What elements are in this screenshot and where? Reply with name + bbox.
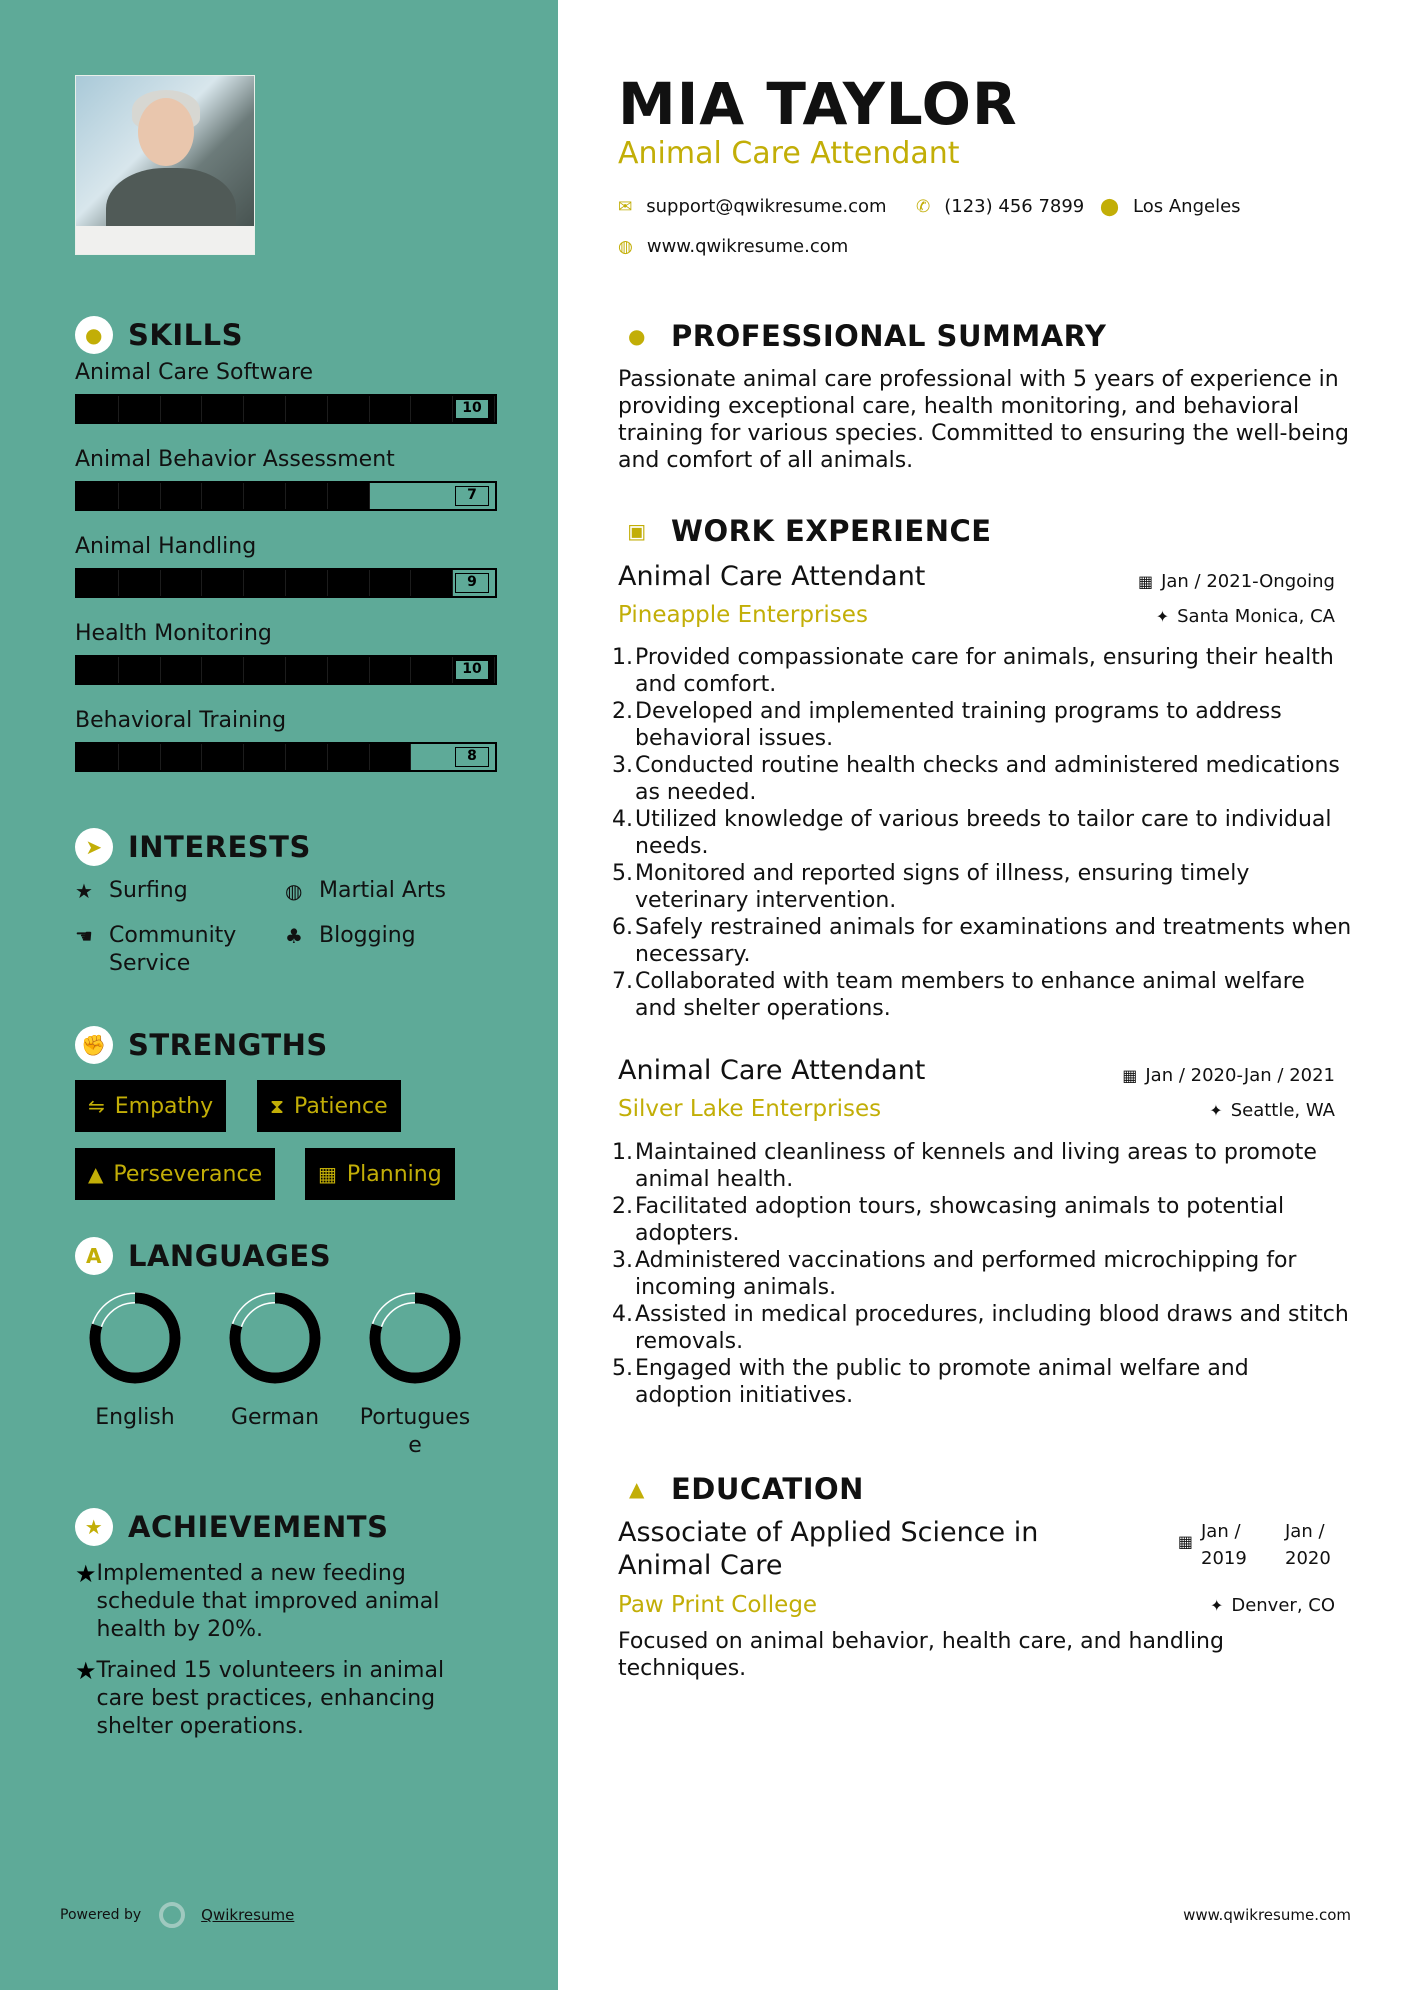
skill-level-segment [161,570,203,596]
fist-icon: ✊ [75,1026,113,1064]
job-duties [612,1139,1352,1409]
skill-level-value: 10 [455,399,489,419]
qwikresume-link[interactable]: Qwikresume [201,1906,295,1924]
skill-level-segment [328,483,370,509]
summary-heading: ● PROFESSIONAL SUMMARY [618,317,1106,355]
skill-item [75,706,497,772]
duty-item: Developed and implemented training programs to address behavioral issues. [635,699,1282,751]
interest-item: ◍ Martial Arts [285,878,447,903]
skill-level-segment [77,483,119,509]
job-company: Silver Lake Enterprises [618,1096,882,1122]
graduation-cap-icon: ▲ [618,1470,656,1508]
skill-level-segment [244,396,286,422]
language-label: Portuguese [359,1405,471,1458]
job-location: ✦ Santa Monica, CA [1155,606,1335,627]
skill-level-value: 10 [455,660,489,680]
globe-icon: ◍ [285,879,303,903]
footer-website[interactable]: www.qwikresume.com [1183,1906,1351,1924]
skill-name: Animal Handling [75,534,257,559]
strength-badge: ▲ Perseverance [75,1148,275,1200]
duty-item: Conducted routine health checks and administered medications as needed. [635,753,1340,805]
duty-item: Administered vaccinations and performed microchipping for incoming animals. [635,1248,1297,1300]
duty-item: Monitored and reported signs of illness, ensuring timely veterinary intervention. [635,861,1250,913]
achievements-heading: ★ ACHIEVEMENTS [75,1508,388,1546]
star-icon: ★ [75,879,93,903]
job-dates: ▦ Jan / 2020-Jan / 2021 [1122,1065,1335,1086]
duty-item: Assisted in medical procedures, including blood draws and stitch removals. [635,1302,1349,1354]
map-pin-icon: ⬤ [1100,196,1120,217]
skill-level-segment [119,570,161,596]
skill-level-segment [161,483,203,509]
language-label: English [95,1405,175,1430]
education-degree: Associate of Applied Science in Animal Care [618,1517,1039,1581]
skill-level-segment [161,657,203,683]
users-icon: ♣ [285,924,303,948]
job-company: Pineapple Enterprises [618,602,868,628]
language-item [215,1288,335,1432]
skill-level-segment [286,744,328,770]
skill-level-segment [77,657,119,683]
education-location: ✦ Denver, CO [1209,1595,1335,1616]
hourglass-icon: ⧗ [270,1094,285,1118]
skill-level-segment [244,744,286,770]
skill-level-segment [286,396,328,422]
job-title: Animal Care Attendant [618,1055,926,1086]
skill-level-segment [119,657,161,683]
website-link[interactable]: www.qwikresume.com [646,236,849,257]
skill-name: Animal Behavior Assessment [75,447,395,472]
job-location: ✦ Seattle, WA [1209,1100,1335,1121]
language-label: German [230,1405,320,1430]
pushpin-icon: ✦ [1155,607,1170,626]
skill-level-segment [77,744,119,770]
job-dates: ▦ Jan / 2021-Ongoing [1137,571,1335,592]
job-title: Animal Care Attendant [618,561,926,592]
calendar-icon: ▦ [318,1162,337,1186]
duty-item: Engaged with the public to promote animal welfare and adoption initiatives. [635,1356,1249,1408]
skill-level-segment [202,483,244,509]
skill-item [75,445,497,511]
skill-level-segment [202,657,244,683]
skill-level-segment [202,570,244,596]
skill-level-segment [244,483,286,509]
skill-level-segment [286,570,328,596]
skill-level-value: 9 [455,573,489,593]
skill-level-segment [328,657,370,683]
job-duties [612,644,1352,1022]
skill-name: Animal Care Software [75,360,314,385]
road-icon: ▲ [88,1162,104,1186]
powered-by: Powered by Qwikresume [60,1902,294,1928]
strength-badge: ▦ Planning [305,1148,455,1200]
paper-plane-icon: ➤ [75,828,113,866]
hand-icon: ☚ [75,924,93,948]
skill-level-segment [77,570,119,596]
skill-level-segment [370,744,412,770]
interests-heading: ➤ INTERESTS [75,828,311,866]
skill-level-bar [75,394,497,424]
language-icon: A [75,1237,113,1275]
summary-text: Passionate animal care professional with 5 years of experience in providing exceptional care, health monitoring, and behavioral training for various species. Committed to ensuring the well-being and comfort of all animals. [618,367,1350,473]
skill-level-segment [370,396,412,422]
star-icon: ★ [75,1560,97,1588]
candidate-name: MIA TAYLOR [618,70,1018,138]
duty-item: Facilitated adoption tours, showcasing animals to potential adopters. [635,1194,1285,1246]
skill-level-bar [75,481,497,511]
interest-item: ♣ Blogging [285,923,416,948]
languages-heading: A LANGUAGES [75,1237,331,1275]
language-level-ring [85,1288,185,1388]
briefcase-icon: ▣ [618,512,656,550]
language-item [75,1288,195,1432]
skill-level-segment [119,483,161,509]
education-school: Paw Print College [618,1592,818,1618]
achievement-item: ★ Trained 15 volunteers in animal care best practices, enhancing shelter operations. [75,1657,445,1739]
strength-badge: ⇋ Empathy [75,1080,226,1132]
skill-item [75,358,497,424]
skill-level-segment [370,657,412,683]
skill-level-value: 8 [455,747,489,767]
education-description: Focused on animal behavior, health care, and handling techniques. [618,1629,1224,1681]
skill-level-segment [244,570,286,596]
phone-contact [916,196,1084,217]
skill-level-segment [202,744,244,770]
phone-number: (123) 456 7899 [944,196,1085,217]
website-contact [618,236,848,257]
calendar-icon: ▦ [1137,572,1154,591]
duty-item: Maintained cleanliness of kennels and living areas to promote animal health. [635,1140,1317,1192]
qwikresume-logo-icon [159,1902,185,1928]
language-level-ring [225,1288,325,1388]
skill-level-bar [75,655,497,685]
skill-level-bar [75,568,497,598]
duty-item: Utilized knowledge of various breeds to tailor care to individual needs. [635,807,1332,859]
education-heading: ▲ EDUCATION [618,1470,864,1508]
skill-name: Behavioral Training [75,708,287,733]
duty-item: Provided compassionate care for animals, ensuring their health and comfort. [635,645,1334,697]
profile-photo [75,75,255,255]
skill-level-segment [370,570,412,596]
envelope-icon: ✉ [618,196,633,217]
email-contact [618,196,887,217]
pushpin-icon: ✦ [1209,1101,1223,1120]
skill-level-segment [202,396,244,422]
duty-item: Collaborated with team members to enhance animal welfare and shelter operations. [635,969,1305,1021]
lightbulb-icon: ● [75,316,113,354]
achievement-item: ★ Implemented a new feeding schedule that improved animal health by 20%. [75,1560,440,1642]
email-link[interactable]: support@qwikresume.com [646,196,887,217]
strengths-heading: ✊ STRENGTHS [75,1026,328,1064]
skill-name: Health Monitoring [75,621,272,646]
candidate-role: Animal Care Attendant [618,136,960,171]
duty-item: Safely restrained animals for examinations and treatments when necessary. [635,915,1352,967]
interest-item: ★ Surfing [75,878,188,903]
phone-icon: ✆ [916,196,931,217]
skill-level-segment [77,396,119,422]
globe-icon: ◍ [618,236,633,257]
user-icon: ● [618,317,656,355]
calendar-icon: ▦ [1177,1532,1193,1551]
skill-level-segment [119,744,161,770]
skill-item [75,619,497,685]
location-text: Los Angeles [1133,196,1241,217]
skill-level-segment [328,570,370,596]
education-dates: ▦ Jan / 2019 Jan / 2020 [1177,1521,1331,1569]
star-icon: ★ [75,1657,97,1685]
skill-level-bar [75,742,497,772]
skill-level-segment [328,744,370,770]
skill-level-segment [411,396,453,422]
pushpin-icon: ✦ [1209,1596,1224,1615]
calendar-icon: ▦ [1122,1066,1138,1085]
skills-heading: ● SKILLS [75,316,243,354]
skill-level-segment [161,744,203,770]
language-level-ring [365,1288,465,1388]
language-item [355,1288,475,1460]
skill-level-segment [286,657,328,683]
interest-item: ☚ Community Service [75,923,237,976]
skill-level-segment [161,396,203,422]
trophy-star-icon: ★ [75,1508,113,1546]
skill-level-value: 7 [455,486,489,506]
skill-level-segment [119,396,161,422]
skill-level-segment [411,570,453,596]
skill-item [75,532,497,598]
skill-level-segment [244,657,286,683]
skill-level-segment [286,483,328,509]
experience-heading: ▣ WORK EXPERIENCE [618,512,992,550]
skill-level-segment [411,657,453,683]
sidebar [0,0,558,1990]
strength-badge: ⧗ Patience [257,1080,401,1132]
skill-level-segment [328,396,370,422]
location-contact [1100,196,1241,217]
handshake-icon: ⇋ [88,1094,105,1118]
